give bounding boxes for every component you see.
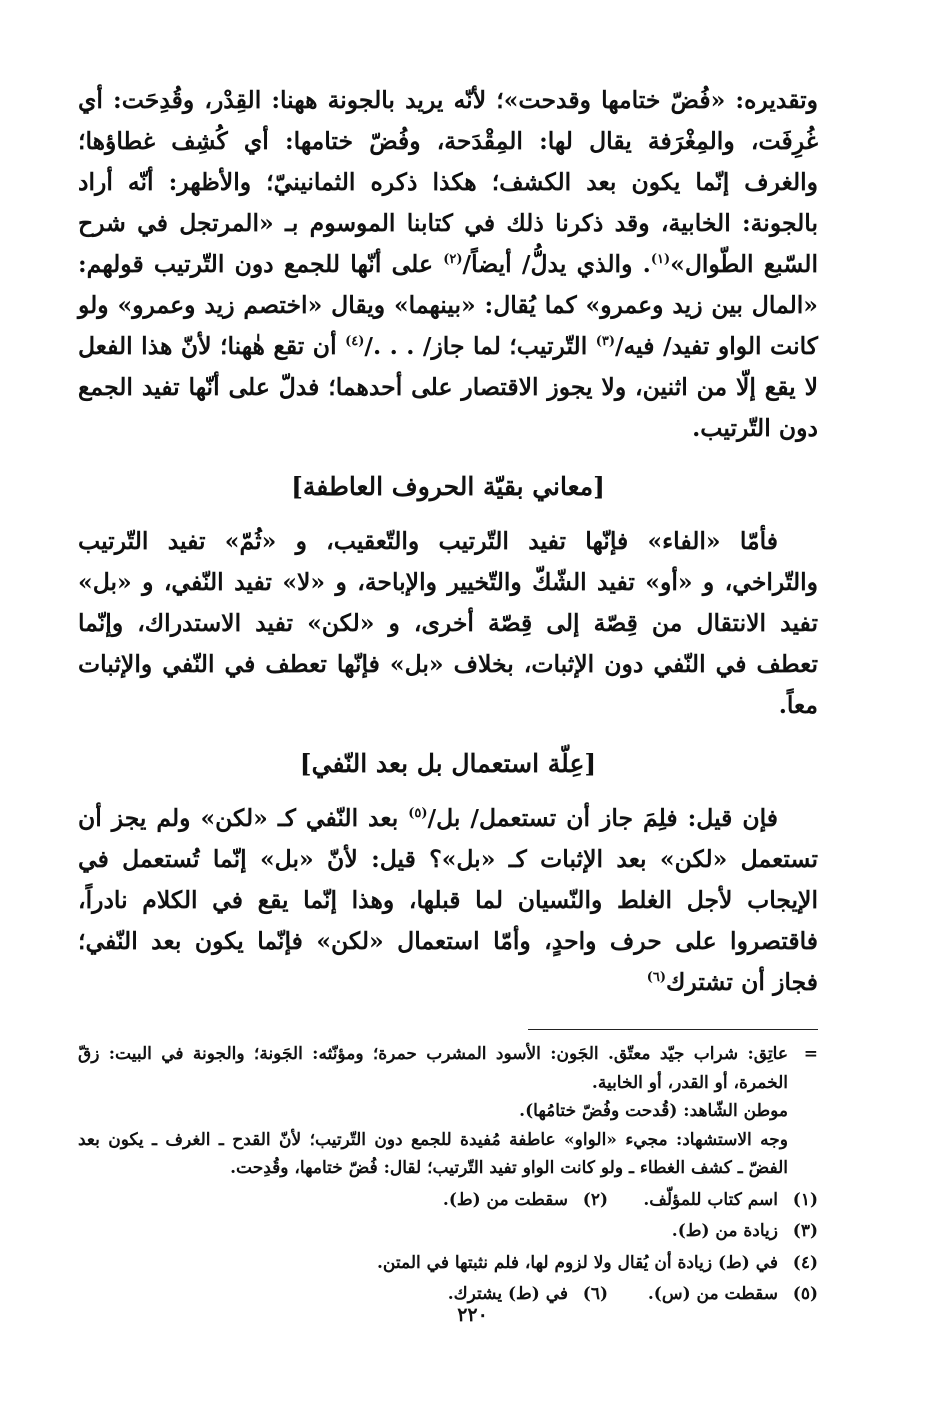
footnote-continuation — [78, 1040, 818, 1183]
footnote-row — [78, 1186, 818, 1215]
wajh-label: وجه الاستشهاد: — [675, 1129, 788, 1150]
footnotes — [78, 1040, 818, 1309]
footnote-number: (٣) — [792, 1221, 818, 1241]
text-run: وتقديره: «فُضّ ختامها وقدحت»؛ لأنّه يريد بالجونة ههنا: القِدْر، وقُدِحَت: أي غُرِفَت، والمِغْرَفة يقال لها: المِقْدَحة، وفُضّ ختامها: أي كُشِف غطاؤها؛ والغرف إنّما يكون بعد الكشف؛ هكذا ذكره الثمانينيّ؛ والأظهر: أنّه أراد بالجونة: الخابية، وقد ذكرنا ذلك في كتابنا الموسوم بـ «المرتجل في شرح السّبع الطّوال» — [78, 86, 818, 278]
footnote-item — [672, 1217, 818, 1246]
shahid-line — [78, 1097, 788, 1126]
footnote-text: في (ط) زيادة أن يُقال ولا لزوم لها، فلم نثبتها في المتن. — [377, 1252, 778, 1273]
text-run: فإن قيل: فلِمَ جاز أن تستعمل/ بل/ — [427, 804, 778, 832]
footnote-number: (١) — [792, 1189, 818, 1210]
text-run: . والذي يدلُّ/ أيضاً/ — [462, 250, 651, 278]
footnote-ref-6: (٦) — [646, 970, 666, 986]
footnote-number: (٥) — [792, 1284, 818, 1304]
shahid-text: (قُدحت وفُضّ ختامُها). — [519, 1101, 684, 1121]
footnote-text: سقطت من (ط). — [442, 1189, 568, 1210]
section-heading-1: [معاني بقيّة الحروف العاطفة] — [291, 472, 605, 501]
text-run: بعد النّفي كـ «لكن» ولم يجز أن تستعمل «لكن» بعد الإثبات كـ «بل»؟ قيل: لأنّ «بل» إنّما تُستعمل في الإيجاب لأجل الغلط والنّسيان لما قبلها، وهذا إنّما يقع في الكلام نادراً، فاقتصروا على حرف واحدٍ، وأمّا استعمال «لكن» فإنّما يكون بعد النّفي؛ فجاز أن تشترك — [78, 804, 818, 996]
page-content — [78, 80, 818, 1309]
continuation-body — [78, 1040, 788, 1183]
footnote-text: زيادة من (ط). — [671, 1221, 778, 1241]
text-run: على أنّها للجمع دون التّرتيب قولهم: «المال بين زيد وعمرو» كما يُقال: «بينهما» ويقال «اختصم زيد وعمرو» ولو كانت الواو تفيد/ فيه/ — [78, 250, 818, 360]
footnote-item — [443, 1186, 608, 1215]
shahid-label: موطن الشّاهد: — [683, 1101, 788, 1121]
footnote-number: (٦) — [582, 1284, 608, 1304]
footnote-row — [78, 1249, 818, 1278]
body-paragraph-1 — [78, 80, 818, 449]
footnote-ref-1: (١) — [650, 252, 671, 268]
wajh-text: مجيء «الواو» عاطفة مُفيدة للجمع دون التّرتيب؛ لأنّ القدح ـ الغرف ـ يكون بعد الفضّ ـ كشف الغطاء ـ ولو كانت الواو تفيد التّرتيب؛ لقال: فُضّ ختامها، وقُدِحت. — [78, 1129, 788, 1178]
text-run: التّرتيب؛ لما جاز/ . . ./ — [364, 332, 596, 360]
footnote-separator — [528, 1029, 818, 1030]
footnote-number: (٢) — [582, 1189, 608, 1210]
body-paragraph-2: فأمّا «الفاء» فإنّها تفيد التّرتيب والتّعقيب، و «ثُمّ» تفيد التّرتيب والتّراخي، و «أو» تفيد الشّكّ والتّخيير والإباحة، و «لا» تفيد النّفي، و «بل» تفيد الانتقال من قِصّة إلى قِصّة أخرى، و «لكن» تفيد الاستدراك، وإنّما تعطف في النّفي دون الإثبات، بخلاف «بل» فإنّها تعطف في النّفي والإثبات معاً. — [78, 527, 818, 719]
footnote-text: اسم كتاب للمؤلّف. — [643, 1189, 778, 1210]
footnote-row — [78, 1217, 818, 1246]
footnote-text: في (ط) يشترك. — [447, 1284, 568, 1304]
body-paragraph-3 — [78, 798, 818, 1003]
footnote-ref-5: (٥) — [408, 806, 428, 822]
footnote-ref-3: (٣) — [595, 334, 615, 350]
footnote-number: (٤) — [792, 1252, 818, 1273]
text-run: أن تقع هٰهنا؛ لأنّ هذا الفعل لا يقع إلّا من اثنين، ولا يجوز الاقتصار على أحدهما؛ فدلّ على أنّها تفيد الجمع دون التّرتيب. — [78, 332, 818, 442]
wajh-line — [78, 1126, 788, 1183]
footnote-ref-2: (٢) — [443, 252, 463, 268]
continuation-mark: = — [803, 1044, 818, 1064]
footnote-item — [608, 1186, 818, 1215]
footnote-item — [377, 1249, 818, 1278]
page-number: ٢٢٠ — [457, 1304, 488, 1326]
section-heading-2: [عِلّة استعمال بل بعد النّفي] — [299, 749, 597, 778]
footnote-ref-4: (٤) — [345, 334, 365, 350]
footnote-text: سقطت من (س). — [647, 1284, 778, 1304]
continuation-text: عاتِق: شراب جيّد معتّق. الجَون: الأسود المشرب حمرة؛ ومؤنّثه: الجَونة؛ والجونة في البيت: زقّ الخمرة، أو القدر، أو الخابية. — [78, 1044, 788, 1093]
